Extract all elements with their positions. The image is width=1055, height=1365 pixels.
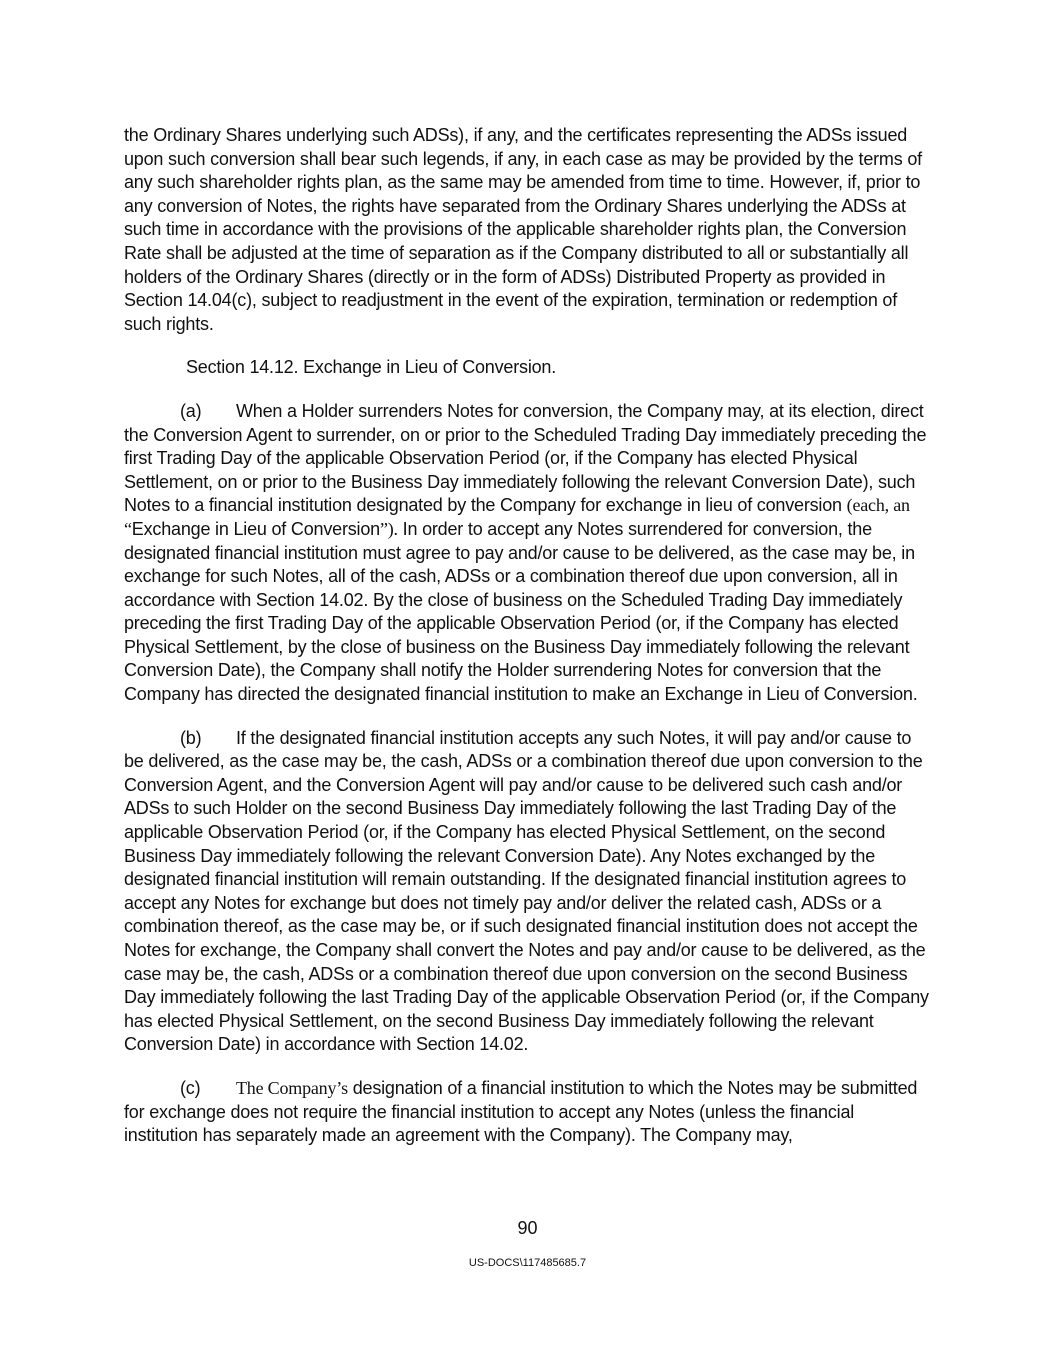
paragraph-b-label: (b) xyxy=(180,727,202,748)
paragraph-c xyxy=(124,1077,930,1148)
continuation-paragraph: the Ordinary Shares underlying such ADSs), if any, and the certificates representing the ADSs issued upon such conversion shall bear such legends, if any, in each case as may be provided by the terms of any such shareholder rights plan, as the same may be amended from time to time. However, if, prior to any conversion of Notes, the rights have separated from the Ordinary Shares underlying the ADSs at such time in accordance with the provisions of the applicable shareholder rights plan, the Conversion Rate shall be adjusted at the time of separation as if the Company distributed to all or substantially all holders of the Ordinary Shares (directly or in the form of ADSs) Distributed Property as provided in Section 14.04(c), subject to readjustment in the event of the expiration, termination or redemption of such rights. xyxy=(124,125,922,334)
defined-term: Exchange in Lieu of Conversion xyxy=(131,518,380,539)
paragraph-c-text: designation of a financial institution to which the Notes may be submitted for exchange does not require the financial institution to accept any Notes (unless the financial institution has separately made an agreement with the Company). The Company may, xyxy=(124,1077,918,1146)
paragraph-b-text: If the designated financial institution accepts any such Notes, it will pay and/or cause to be delivered, as the case may be, the cash, ADSs or a combination thereof due upon conversion to the Conversion Agent, and the Conversion Agent will pay and/or cause to be delivered such cash and/or ADSs to such Holder on the second Business Day immediately following the last Trading Day of the applicable Observation Period (or, if the Company has elected Physical Settlement, on the second Business Day immediately following the relevant Conversion Date). Any Notes exchanged by the designated financial institution will remain outstanding. If the designated financial institution agrees to accept any Notes for exchange but does not timely pay and/or deliver the related cash, ADSs or a combination thereof, as the case may be, or if such designated financial institution does not accept the Notes for exchange, the Company shall convert the Notes and pay and/or cause to be delivered, as the case may be, the cash, ADSs or a combination thereof due upon conversion on the second Business Day immediately following the last Trading Day of the applicable Observation Period (or, if the Company has elected Physical Settlement, on the second Business Day immediately following the relevant Conversion Date) in accordance with Section 14.02. xyxy=(124,727,929,1055)
document-body xyxy=(124,124,930,1168)
paragraph-a-text-2: In order to accept any Notes surrendered for conversion, the designated financial institution must agree to pay and/or cause to be delivered, as the case may be, in exchange for such Notes, all of the cash, ADSs or a combination thereof due upon conversion, all in accordance with Section 14.02. By the close of business on the Scheduled Trading Day immediately preceding the first Trading Day of the applicable Observation Period (or, if the Company has elected Physical Settlement, by the close of business on the Business Day immediately following the relevant Conversion Date), the Company shall notify the Holder surrendering Notes for conversion that the Company has directed the designated financial institution to make an Exchange in Lieu of Conversion. xyxy=(124,518,918,705)
paragraph-a-label: (a) xyxy=(180,400,202,421)
section-heading: Section 14.12. Exchange in Lieu of Conversion. xyxy=(186,357,557,378)
paragraph-a-text-1: When a Holder surrenders Notes for conversion, the Company may, at its election, direct the Conversion Agent to surrender, on or prior to the Scheduled Trading Day immediately preceding the first Trading Day of the applicable Observation Period (or, if the Company has elected Physical Settlement, on or prior to the Business Day immediately following the relevant Conversion Date), such Notes to a financial institution designated by the Company for exchange in lieu of conversion xyxy=(124,400,927,516)
paragraph-a-serif-open: (each, an “ xyxy=(124,495,910,539)
page-number: 90 xyxy=(517,1218,538,1238)
paragraph-c-label: (c) xyxy=(180,1077,201,1098)
paragraph-a xyxy=(124,400,930,707)
document-id: US-DOCS\117485685.7 xyxy=(468,1257,587,1269)
paragraph-b xyxy=(124,727,930,1057)
paragraph-a-serif-close: ”). xyxy=(379,518,398,539)
paragraph-c-serif: The Company’s xyxy=(236,1077,348,1098)
